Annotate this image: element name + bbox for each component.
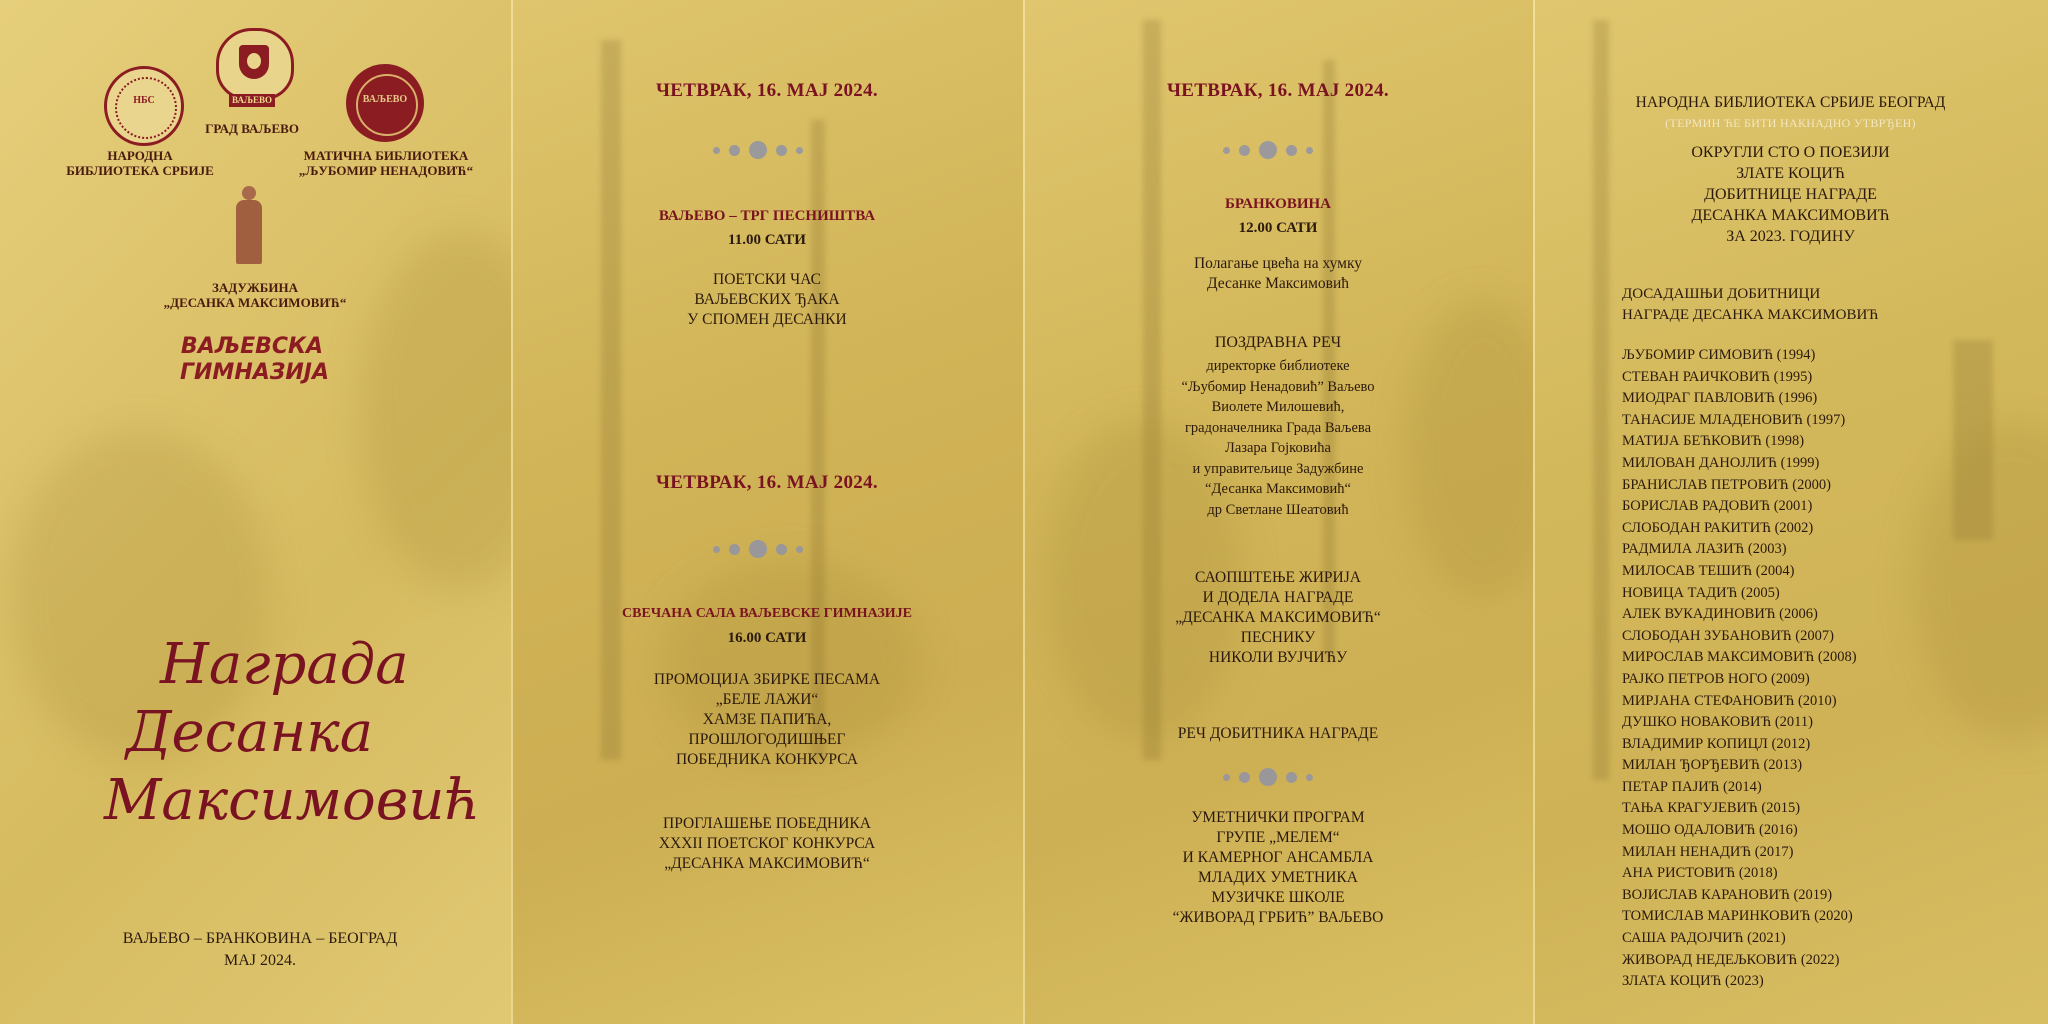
event-date-2: ЧЕТВРАК, 16. МАЈ 2024. [656, 472, 878, 493]
program-panel-2 [1023, 0, 1533, 1024]
dots-divider-1 [713, 141, 803, 159]
cover-panel [0, 0, 511, 1024]
event-place-1: ВАЉЕВО – ТРГ ПЕСНИШТВА [658, 208, 876, 224]
laureate-item: БОРИСЛАВ РАДОВИЋ (2001) [1622, 498, 1813, 515]
award-title [160, 632, 409, 697]
event3-line: XXXII ПОЕТСКОГ КОНКУРСА [658, 835, 876, 852]
event1-line: У СПОМЕН ДЕСАНКИ [687, 311, 847, 328]
flowers-line: Десанке Максимовић [1206, 275, 1350, 292]
round-table-line: ЗА 2023. ГОДИНУ [1726, 228, 1855, 245]
city-label: ГРАД ВАЉЕВО [205, 121, 299, 136]
round-table [1533, 142, 2048, 247]
event2-line: ПРОШЛОГОДИШЊЕГ [688, 731, 846, 748]
foundation-statue-icon [232, 186, 268, 266]
greeting-line: др Светлане Шеатовић [1207, 501, 1349, 518]
dots-divider-3 [1223, 141, 1313, 159]
laureate-item: ТОМИСЛАВ МАРИНКОВИЋ (2020) [1622, 908, 1853, 925]
laureate-item: ТАНАСИЈЕ МЛАДЕНОВИЋ (1997) [1622, 411, 1846, 428]
flowers-line: Полагање цвећа на хумку [1193, 255, 1363, 272]
bg-tree [601, 40, 621, 760]
greeting-line: “Љубомир Ненадовић” Ваљево [1181, 378, 1375, 395]
event3-line: „ДЕСАНКА МАКСИМОВИЋ“ [664, 855, 870, 872]
laureate-item: СЛОБОДАН РАКИТИЋ (2002) [1622, 519, 1814, 536]
jury-line: НИКОЛИ ВУЈЧИЋУ [1208, 649, 1348, 666]
laureates-heading-line: ДОСАДАШЊИ ДОБИТНИЦИ [1622, 286, 1821, 302]
greeting-line: и управитељице Задужбине [1192, 460, 1364, 477]
city-badge: ВАЉЕВО [229, 94, 275, 107]
winner-speech: РЕЧ ДОБИТНИКА НАГРАДЕ [1177, 725, 1379, 742]
laureate-item: АЛЕК ВУКАДИНОВИЋ (2006) [1622, 606, 1818, 623]
foundation-label: ЗАДУЖБИНА „ДЕСАНКА МАКСИМОВИЋ“ [163, 280, 347, 310]
laureate-item: ТАЊА КРАГУЈЕВИЋ (2015) [1622, 800, 1801, 817]
jury-line: САОПШТЕЊЕ ЖИРИЈА [1195, 569, 1361, 586]
gymnasium-logo-line2: ГИМНАЗИЈА [180, 360, 330, 385]
greeting-title: ПОЗДРАВНА РЕЧ [1214, 334, 1342, 351]
laureate-item: ЖИВОРАД НЕДЕЉКОВИЋ (2022) [1622, 951, 1840, 968]
event1-line: ПОЕТСКИ ЧАС [713, 271, 821, 288]
event-time-2: 16.00 САТИ [727, 630, 807, 646]
laureate-item: НОВИЦА ТАДИЋ (2005) [1622, 584, 1780, 601]
laureate-item: МИОДРАГ ПАВЛОВИЋ (1996) [1622, 390, 1818, 407]
laureate-item: ПЕТАР ПАЈИЋ (2014) [1622, 778, 1762, 795]
art-line: МЛАДИХ УМЕТНИКА [1198, 869, 1358, 886]
laureate-item: БРАНИСЛАВ ПЕТРОВИЋ (2000) [1622, 476, 1831, 493]
laureates-heading [1622, 284, 1878, 326]
bg-figure [1913, 420, 2048, 740]
jury-line: И ДОДЕЛА НАГРАДЕ [1202, 589, 1354, 606]
venue-title: НАРОДНА БИБЛИОТЕКА СРБИЈЕ БЕОГРАД [1635, 94, 1946, 111]
laureate-item: САША РАДОЈЧИЋ (2021) [1622, 930, 1786, 947]
event2-line: ПРОМОЦИЈА ЗБИРКЕ ПЕСАМА [653, 671, 881, 688]
laureates-heading-line: НАГРАДЕ ДЕСАНКА МАКСИМОВИЋ [1622, 307, 1879, 323]
laureates-list [1622, 345, 1857, 993]
round-table-line: ДЕСАНКА МАКСИМОВИЋ [1691, 207, 1890, 224]
award-title-3 [104, 768, 481, 833]
matica-library-logo: ВАЉЕВО [346, 64, 424, 142]
laureate-item: ЗЛАТА КОЦИЋ (2023) [1622, 973, 1764, 990]
award-title-line1: Награда [160, 632, 409, 697]
laureate-item: МИЛОСАВ ТЕШИЋ (2004) [1622, 562, 1795, 579]
event-time-3: 12.00 САТИ [1238, 220, 1318, 236]
portrait-shadow-2 [360, 230, 511, 590]
laureates-panel [1533, 0, 2048, 1024]
laureate-item: ЉУБОМИР СИМОВИЋ (1994) [1622, 347, 1816, 363]
greeting-line: директорке библиотеке [1206, 358, 1350, 374]
event-time-1: 11.00 САТИ [728, 232, 806, 248]
flowers-ceremony [1023, 254, 1533, 294]
fold-line [1533, 0, 1535, 1024]
dots-divider-2 [713, 540, 803, 558]
laureate-item: МИРОСЛАВ МАКСИМОВИЋ (2008) [1622, 649, 1857, 666]
event-date-3: ЧЕТВРАК, 16. МАЈ 2024. [1167, 80, 1389, 101]
laureate-item: МОШО ОДАЛОВИЋ (2016) [1622, 822, 1798, 839]
award-title-2 [126, 700, 374, 765]
cover-footer-places: ВАЉЕВО – БРАНКОВИНА – БЕОГРАД [122, 930, 398, 947]
event2-line: ХАМЗЕ ПАПИЋА, [702, 711, 832, 728]
greeting-line: Лазара Гојковића [1225, 440, 1331, 456]
event1-line: ВАЉЕВСКИХ ЂАКА [694, 291, 840, 308]
laureate-item: РАЈКО ПЕТРОВ НОГО (2009) [1622, 670, 1810, 687]
cover-footer [60, 928, 460, 972]
national-library-label: НАРОДНА БИБЛИОТЕКА СРБИЈЕ [66, 148, 214, 178]
venue-note: (ТЕРМИН ЋЕ БИТИ НАКНАДНО УТВРЂЕН) [1665, 116, 1916, 130]
event3-line: ПРОГЛАШЕЊЕ ПОБЕДНИКА [663, 815, 871, 832]
laureate-item: МИРЈАНА СТЕФАНОВИЋ (2010) [1622, 692, 1837, 709]
laureate-item: СТЕВАН РАИЧКОВИЋ (1995) [1622, 368, 1813, 385]
national-library-logo: НБС [104, 66, 184, 146]
jury-announcement [1023, 568, 1533, 668]
fold-line [1023, 0, 1025, 1024]
greeting-line: Виолете Милошевић, [1211, 399, 1345, 415]
matica-library-label: МАТИЧНА БИБЛИОТЕКА „ЉУБОМИР НЕНАДОВИЋ“ [298, 148, 474, 178]
art-line: И КАМЕРНОГ АНСАМБЛА [1182, 849, 1374, 866]
laureate-item: МАТИЈА БЕЋКОВИЋ (1998) [1622, 433, 1805, 450]
event-place-3: БРАНКОВИНА [1224, 196, 1331, 212]
dots-divider-4 [1223, 768, 1313, 786]
gymnasium-logo [180, 334, 330, 386]
event2-line: ПОБЕДНИКА КОНКУРСА [675, 751, 859, 768]
round-table-line: ДОБИТНИЦЕ НАГРАДЕ [1704, 186, 1877, 203]
program-panel-1 [511, 0, 1023, 1024]
event-description-3 [511, 814, 1023, 874]
art-line: МУЗИЧКЕ ШКОЛЕ [1211, 889, 1345, 906]
bg-tree [1593, 20, 1609, 780]
event2-line: „БЕЛЕ ЛАЖИ“ [715, 691, 819, 708]
laureate-item: АНА РИСТОВИЋ (2018) [1622, 865, 1778, 882]
jury-line: „ДЕСАНКА МАКСИМОВИЋ“ [1175, 609, 1381, 626]
laureate-item: МИЛОВАН ДАНОЈЛИЋ (1999) [1622, 454, 1820, 471]
laureate-item: ДУШКО НОВАКОВИЋ (2011) [1622, 714, 1813, 731]
laureate-item: МИЛАН НЕНАДИЋ (2017) [1622, 843, 1794, 860]
greeting-speakers [1023, 356, 1533, 520]
event-place-2: СВЕЧАНА САЛА ВАЉЕВСКЕ ГИМНАЗИЈЕ [622, 606, 912, 621]
laureate-item: МИЛАН ЂОРЂЕВИЋ (2013) [1622, 757, 1803, 774]
greeting-line: градоначелника Града Ваљева [1184, 419, 1371, 436]
round-table-line: ЗЛАТЕ КОЦИЋ [1736, 165, 1845, 182]
award-title-line2: Десанка [126, 700, 374, 765]
cover-footer-date: МАЈ 2024. [223, 952, 296, 969]
greeting-line: “Десанка Максимовић“ [1205, 481, 1351, 497]
jury-line: ПЕСНИКУ [1240, 629, 1316, 646]
art-program [1023, 808, 1533, 928]
art-line: УМЕТНИЧКИ ПРОГРАМ [1191, 809, 1365, 826]
laureate-item: СЛОБОДАН ЗУБАНОВИЋ (2007) [1622, 627, 1834, 644]
city-crest-logo [216, 28, 294, 100]
event-date-1: ЧЕТВРАК, 16. МАЈ 2024. [656, 80, 878, 101]
art-line: “ЖИВОРАД ГРБИЋ” ВАЉЕВО [1172, 909, 1384, 926]
event-description-1 [511, 270, 1023, 330]
gymnasium-logo-line1: ВАЉЕВСКА [180, 334, 324, 359]
event-description-2 [511, 670, 1023, 770]
art-line: ГРУПЕ „МЕЛЕМ“ [1216, 829, 1340, 846]
fold-line [511, 0, 513, 1024]
laureate-item: ВОЈИСЛАВ КАРАНОВИЋ (2019) [1622, 886, 1833, 903]
laureate-item: РАДМИЛА ЛАЗИЋ (2003) [1622, 541, 1787, 558]
laureate-item: ВЛАДИМИР КОПИЦЛ (2012) [1622, 735, 1811, 752]
round-table-line: ОКРУГЛИ СТО О ПОЕЗИЈИ [1691, 144, 1890, 161]
award-title-line3: Максимовић [104, 768, 481, 833]
